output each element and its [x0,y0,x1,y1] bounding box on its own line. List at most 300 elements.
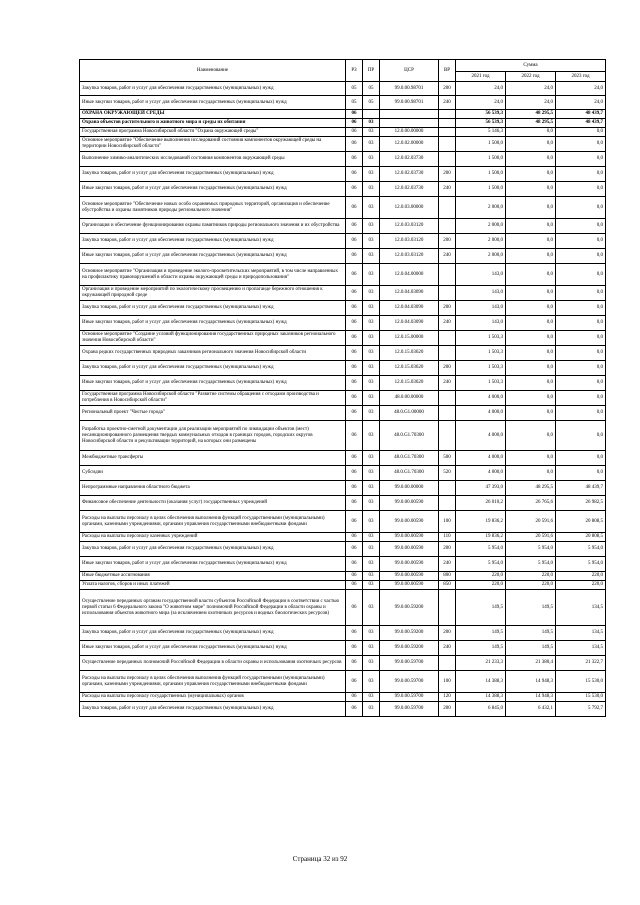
table-row [80,197,606,219]
row-rz: 06 [346,301,363,316]
row-pr: 03 [363,346,380,361]
row-sum-2023: 15 530,0 [556,671,606,693]
row-vr [439,219,456,234]
row-rz: 06 [346,693,363,702]
row-sum-2022: 0,0 [506,301,556,316]
row-rz: 06 [346,590,363,626]
row-pr [363,110,380,119]
row-name: Иные закупки товаров, работ и услуг для обеспечения государственных (муниципальных) нужд [80,249,346,264]
row-sum-2021: 5 954,0 [456,542,506,557]
table-row [80,152,606,167]
row-sum-2021: 14 388,3 [456,693,506,702]
row-csr: 12.0.02.03730 [380,152,439,167]
row-vr: 200 [439,542,456,557]
row-rz: 06 [346,572,363,581]
row-name: Иные закупки товаров, работ и услуг для обеспечения государственных (муниципальных) нужд [80,96,346,110]
row-sum-2023: 0,0 [556,421,606,451]
row-pr: 03 [363,626,380,641]
row-sum-2023: 0,0 [556,197,606,219]
row-sum-2021: 143,0 [456,264,506,286]
row-sum-2022: 0,0 [506,421,556,451]
row-sum-2022: 48 295,5 [506,119,556,128]
row-vr [439,286,456,301]
row-sum-2021: 2 000,0 [456,234,506,249]
row-sum-2022: 21 380,4 [506,656,556,671]
row-pr: 03 [363,496,380,511]
row-name: Осуществление переданных полномочий Российской Федерации в области охраны и использования охотничьих ресурсов [80,656,346,671]
row-csr: 99.0.00.59700 [380,693,439,702]
row-rz: 06 [346,496,363,511]
row-pr: 03 [363,331,380,346]
row-vr: 240 [439,557,456,572]
row-vr [439,656,456,671]
row-rz: 06 [346,167,363,182]
row-pr: 03 [363,572,380,581]
row-rz: 06 [346,264,363,286]
row-vr: 240 [439,182,456,197]
row-sum-2022: 0,0 [506,406,556,421]
row-sum-2023: 0,0 [556,331,606,346]
row-vr [439,346,456,361]
row-sum-2021: 24,0 [456,96,506,110]
row-sum-2022: 0,0 [506,286,556,301]
row-rz: 06 [346,656,363,671]
table-row [80,391,606,406]
row-name: Субсидии [80,466,346,481]
row-sum-2023: 0,0 [556,346,606,361]
row-name: Непрограммные направления областного бюджета [80,481,346,496]
table-row [80,96,606,110]
row-csr: 48.0.G1.70300 [380,421,439,451]
row-name: Межбюджетные трансферты [80,451,346,466]
row-vr: 200 [439,234,456,249]
row-sum-2022: 20 591,6 [506,511,556,533]
row-pr: 03 [363,167,380,182]
row-csr: 99.0.00.00590 [380,542,439,557]
row-sum-2022: 0,0 [506,219,556,234]
row-rz: 06 [346,391,363,406]
row-rz: 06 [346,152,363,167]
table-row [80,533,606,542]
row-sum-2021: 1 500,0 [456,152,506,167]
row-csr: 99.0.00.00590 [380,511,439,533]
table-row [80,376,606,391]
row-csr: 12.0.04.03090 [380,301,439,316]
row-csr: 99.0.00.98701 [380,82,439,96]
row-pr: 03 [363,286,380,301]
row-sum-2023: 0,0 [556,182,606,197]
row-sum-2022: 0,0 [506,391,556,406]
row-name: Закупка товаров, работ и услуг для обеспечения государственных (муниципальных) нужд [80,361,346,376]
row-sum-2022: 0,0 [506,361,556,376]
table-row [80,249,606,264]
row-sum-2021: 149,5 [456,641,506,656]
row-sum-2023: 0,0 [556,234,606,249]
row-sum-2021: 1 503,3 [456,346,506,361]
table-row [80,481,606,496]
table-row [80,421,606,451]
table-row [80,496,606,511]
row-name: Иные закупки товаров, работ и услуг для обеспечения государственных (муниципальных) нужд [80,641,346,656]
header-year-2023: 2023 год [556,72,606,82]
row-vr [439,481,456,496]
row-name: Основное мероприятие "Создание условий функционирования государственных природных заказников регионального значения Новосибирской области" [80,331,346,346]
row-csr: 12.0.04.03090 [380,286,439,301]
row-sum-2022: 0,0 [506,376,556,391]
row-pr: 03 [363,234,380,249]
row-name: Расходы на выплаты персоналу государственных (муниципальных) органов [80,693,346,702]
row-pr: 05 [363,96,380,110]
row-sum-2022: 0,0 [506,331,556,346]
row-sum-2021: 21 233,3 [456,656,506,671]
row-pr: 03 [363,128,380,137]
row-name: Организация и обеспечение функционирования охраны памятников природы регионального значения и их обустройства [80,219,346,234]
table-row [80,542,606,557]
row-csr: 48.0.00.00000 [380,391,439,406]
row-name: Закупка товаров, работ и услуг для обеспечения государственных (муниципальных) нужд [80,702,346,717]
table-row [80,511,606,533]
row-name: Государственная программа Новосибирской области "Развитие системы обращения с отходами производства и потребления в Новосибирской области" [80,391,346,406]
row-sum-2021: 19 836,2 [456,533,506,542]
header-year-2022: 2022 год [506,72,556,82]
row-sum-2022: 20 591,6 [506,533,556,542]
row-sum-2023: 26 982,5 [556,496,606,511]
row-vr: 120 [439,693,456,702]
row-name: Региональный проект "Чистые города" [80,406,346,421]
row-sum-2021: 4 000,0 [456,406,506,421]
row-rz: 06 [346,481,363,496]
table-row [80,656,606,671]
row-rz: 06 [346,466,363,481]
row-sum-2023: 24,0 [556,96,606,110]
row-rz: 06 [346,110,363,119]
row-sum-2023: 134,5 [556,626,606,641]
row-vr [439,197,456,219]
row-csr: 12.0.15.03620 [380,376,439,391]
row-sum-2021: 1 503,3 [456,376,506,391]
row-pr: 03 [363,406,380,421]
row-csr: 12.0.15.03620 [380,361,439,376]
row-vr: 200 [439,626,456,641]
row-csr: 99.0.00.98701 [380,96,439,110]
row-sum-2021: 149,5 [456,590,506,626]
row-sum-2023: 0,0 [556,361,606,376]
row-sum-2022: 0,0 [506,264,556,286]
row-rz: 06 [346,451,363,466]
page-number: Страница 32 из 92 [292,855,348,863]
row-csr: 12.0.02.03730 [380,167,439,182]
row-sum-2021: 4 000,0 [456,451,506,466]
row-name: Закупка товаров, работ и услуг для обеспечения государственных (муниципальных) нужд [80,82,346,96]
row-sum-2022: 0,0 [506,128,556,137]
row-name: Уплата налогов, сборов и иных платежей [80,581,346,590]
row-name: Основное мероприятие "Обеспечение выполнения исследований состояния компонентов окружающей среды на территории Новосибирской области" [80,137,346,152]
row-vr: 800 [439,572,456,581]
row-rz: 06 [346,182,363,197]
row-sum-2023: 220,0 [556,581,606,590]
row-name: Расходы на выплаты персоналу в целях обеспечения выполнения функций государственными (муниципальными) органами, казенными учреждениями, органами управления государственными внебюджетными фондами [80,671,346,693]
table-row [80,119,606,128]
row-pr: 05 [363,82,380,96]
row-sum-2022: 220,0 [506,572,556,581]
row-name: Выполнение химико-аналитических исследований состояния компонентов окружающей среды [80,152,346,167]
row-pr: 03 [363,301,380,316]
table-row [80,626,606,641]
row-name: Закупка товаров, работ и услуг для обеспечения государственных (муниципальных) нужд [80,167,346,182]
row-sum-2021: 2 000,0 [456,197,506,219]
row-pr: 03 [363,533,380,542]
row-name: Финансовое обеспечение деятельности (оказания услуг) государственных учреждений [80,496,346,511]
row-sum-2023: 134,5 [556,641,606,656]
row-sum-2021: 149,5 [456,626,506,641]
row-sum-2021: 1 503,3 [456,331,506,346]
row-vr [439,406,456,421]
row-rz: 06 [346,421,363,451]
row-rz: 06 [346,702,363,717]
row-sum-2021: 19 836,2 [456,511,506,533]
row-sum-2023: 0,0 [556,219,606,234]
row-sum-2022: 5 954,0 [506,557,556,572]
row-sum-2021: 220,0 [456,572,506,581]
row-vr: 100 [439,671,456,693]
row-csr: 99.0.00.59700 [380,671,439,693]
row-sum-2023: 0,0 [556,128,606,137]
row-rz: 06 [346,249,363,264]
row-name: Организация и проведение мероприятий по экологическому просвещению и пропаганде бережного отношения к окружающей природной среде [80,286,346,301]
row-sum-2022: 5 954,0 [506,542,556,557]
row-pr: 03 [363,641,380,656]
row-sum-2022: 26 765,6 [506,496,556,511]
row-csr: 99.0.00.59700 [380,656,439,671]
row-pr: 03 [363,542,380,557]
row-csr: 12.0.03.00000 [380,197,439,219]
row-vr [439,110,456,119]
row-pr: 03 [363,152,380,167]
row-sum-2021: 4 000,0 [456,391,506,406]
row-rz: 06 [346,376,363,391]
table-row [80,581,606,590]
row-sum-2021: 5 954,0 [456,557,506,572]
row-sum-2022: 149,5 [506,641,556,656]
row-name: Расходы на выплаты персоналу казенных учреждений [80,533,346,542]
row-sum-2023: 20 808,5 [556,511,606,533]
row-sum-2021: 24,0 [456,82,506,96]
row-rz: 06 [346,137,363,152]
header-vr: ВР [439,60,456,82]
row-pr: 03 [363,376,380,391]
row-sum-2023: 0,0 [556,137,606,152]
row-sum-2021: 4 000,0 [456,421,506,451]
table-row [80,234,606,249]
row-name: Государственная программа Новосибирской области "Охрана окружающей среды" [80,128,346,137]
row-csr: 12.0.02.00000 [380,137,439,152]
row-sum-2022: 14 948,3 [506,671,556,693]
row-name: Закупка товаров, работ и услуг для обеспечения государственных (муниципальных) нужд [80,301,346,316]
row-rz: 06 [346,581,363,590]
row-sum-2023: 20 808,5 [556,533,606,542]
row-name: Охрана объектов растительного и животного мира и среды их обитания [80,119,346,128]
row-sum-2021: 220,0 [456,581,506,590]
row-pr: 03 [363,481,380,496]
row-vr: 200 [439,361,456,376]
row-vr [439,128,456,137]
row-vr [439,264,456,286]
row-pr: 03 [363,466,380,481]
row-pr: 03 [363,671,380,693]
row-csr: 99.0.00.00590 [380,533,439,542]
table-row [80,301,606,316]
row-csr: 99.0.00.59700 [380,702,439,717]
row-sum-2021: 56 539,3 [456,110,506,119]
row-sum-2023: 48 439,7 [556,110,606,119]
row-name: Основное мероприятие "Организация и проведение эколого-просветительских мероприятий, в том числе направленных на профилактику правонарушений в области охраны окружающей среды и природопользования" [80,264,346,286]
row-sum-2022: 6 432,1 [506,702,556,717]
row-vr: 520 [439,466,456,481]
row-pr: 03 [363,693,380,702]
row-sum-2023: 0,0 [556,264,606,286]
row-pr: 03 [363,581,380,590]
table-row [80,641,606,656]
row-csr: 48.0.G1.70300 [380,451,439,466]
row-pr: 03 [363,590,380,626]
row-vr [439,391,456,406]
row-csr: 12.0.02.03730 [380,182,439,197]
row-sum-2023: 5 954,0 [556,542,606,557]
row-sum-2021: 5 146,3 [456,128,506,137]
row-csr [380,110,439,119]
row-rz: 06 [346,361,363,376]
row-rz: 06 [346,219,363,234]
row-rz: 05 [346,96,363,110]
row-sum-2023: 0,0 [556,301,606,316]
row-rz: 06 [346,346,363,361]
row-pr: 03 [363,511,380,533]
row-sum-2023: 48 439,7 [556,481,606,496]
row-vr: 240 [439,249,456,264]
table-row [80,316,606,331]
row-vr: 200 [439,82,456,96]
row-pr: 03 [363,197,380,219]
table-row [80,137,606,152]
header-rz: РЗ [346,60,363,82]
row-name: Расходы на выплаты персоналу в целях обеспечения выполнения функций государственными (муниципальными) органами, казенными учреждениями, органами управления государственными внебюджетными фондами [80,511,346,533]
budget-table [79,59,606,717]
row-csr: 99.0.00.59200 [380,590,439,626]
table-row [80,466,606,481]
row-sum-2023: 0,0 [556,286,606,301]
row-name: Основное мероприятие "Обеспечение новых особо охраняемых природных территорий, организация и обеспечение обустройства и охраны памятников природы регионального значения" [80,197,346,219]
row-rz: 06 [346,671,363,693]
row-rz: 06 [346,316,363,331]
row-vr: 200 [439,167,456,182]
row-sum-2023: 21 322,7 [556,656,606,671]
row-sum-2021: 1 500,0 [456,182,506,197]
row-rz: 06 [346,406,363,421]
row-name: Охрана редких государственных природных заказников регионального значения Новосибирской области [80,346,346,361]
table-row [80,693,606,702]
row-sum-2023: 15 530,0 [556,693,606,702]
row-sum-2023: 0,0 [556,167,606,182]
row-name: Иные закупки товаров, работ и услуг для обеспечения государственных (муниципальных) нужд [80,376,346,391]
row-sum-2022: 0,0 [506,451,556,466]
row-sum-2022: 0,0 [506,249,556,264]
row-sum-2022: 24,0 [506,82,556,96]
row-csr: 99.0.00.00590 [380,581,439,590]
row-sum-2021: 4 000,0 [456,466,506,481]
row-rz: 05 [346,82,363,96]
row-rz: 06 [346,234,363,249]
row-rz: 06 [346,286,363,301]
row-csr: 99.0.00.59200 [380,626,439,641]
row-sum-2022: 149,5 [506,626,556,641]
row-sum-2021: 1 500,0 [456,137,506,152]
row-sum-2022: 149,5 [506,590,556,626]
row-pr: 03 [363,264,380,286]
row-sum-2022: 48 295,5 [506,110,556,119]
row-sum-2023: 0,0 [556,249,606,264]
table-row [80,557,606,572]
row-sum-2021: 143,0 [456,286,506,301]
row-csr [380,119,439,128]
row-vr: 240 [439,316,456,331]
row-sum-2021: 2 000,0 [456,249,506,264]
row-vr: 200 [439,702,456,717]
row-sum-2021: 2 000,0 [456,219,506,234]
row-pr: 03 [363,391,380,406]
row-csr: 12.0.00.00000 [380,128,439,137]
row-csr: 48.0.G1.00000 [380,406,439,421]
row-name: Закупка товаров, работ и услуг для обеспечения государственных (муниципальных) нужд [80,626,346,641]
row-vr [439,590,456,626]
row-rz: 06 [346,557,363,572]
row-sum-2022: 0,0 [506,197,556,219]
row-sum-2023: 24,0 [556,82,606,96]
row-name: ОХРАНА ОКРУЖАЮЩЕЙ СРЕДЫ [80,110,346,119]
row-rz: 06 [346,641,363,656]
row-rz: 06 [346,626,363,641]
row-sum-2022: 0,0 [506,137,556,152]
header-csr: ЦСР [380,60,439,82]
row-pr: 03 [363,219,380,234]
row-sum-2022: 220,0 [506,581,556,590]
row-sum-2023: 0,0 [556,316,606,331]
header-name: Наименование [80,60,346,82]
row-name: Закупка товаров, работ и услуг для обеспечения государственных (муниципальных) нужд [80,234,346,249]
row-pr: 03 [363,656,380,671]
row-pr: 03 [363,119,380,128]
row-rz: 06 [346,511,363,533]
row-sum-2021: 14 388,3 [456,671,506,693]
row-csr: 48.0.G1.70300 [380,466,439,481]
row-sum-2021: 56 539,3 [456,119,506,128]
table-row [80,361,606,376]
table-row [80,82,606,96]
table-row [80,286,606,301]
row-sum-2022: 0,0 [506,316,556,331]
row-sum-2022: 24,0 [506,96,556,110]
row-sum-2022: 14 948,3 [506,693,556,702]
row-vr: 100 [439,511,456,533]
row-csr: 99.0.00.00590 [380,557,439,572]
table-body [80,82,606,717]
row-rz: 06 [346,542,363,557]
row-rz: 06 [346,128,363,137]
row-pr: 03 [363,421,380,451]
row-vr: 850 [439,581,456,590]
row-sum-2023: 0,0 [556,152,606,167]
row-sum-2022: 0,0 [506,346,556,361]
table-row [80,346,606,361]
